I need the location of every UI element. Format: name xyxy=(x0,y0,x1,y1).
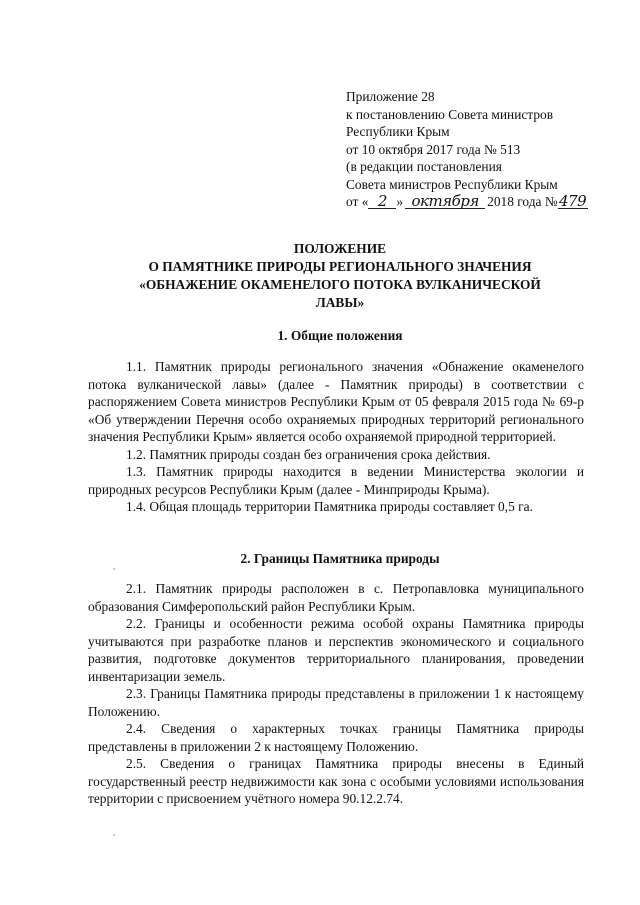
title-line-3: «ОБНАЖЕНИЕ ОКАМЕНЕЛОГО ПОТОКА ВУЛКАНИЧЕСКОЙ xyxy=(139,277,541,292)
annex-line-4: от 10 октября 2017 года № 513 xyxy=(346,141,521,157)
annex-line-5: (в редакции постановления xyxy=(346,159,502,174)
scan-speck xyxy=(113,568,115,570)
paragraph-2-1: 2.1. Памятник природы расположен в с. Петропавловка муниципального образования Симферопольский район Республики Крым. xyxy=(88,581,584,614)
section-2-heading: 2. Границы Памятника природы xyxy=(240,551,440,566)
annex-last-prefix: от « xyxy=(346,194,369,209)
annex-block xyxy=(346,88,608,211)
handwritten-number: 479 xyxy=(559,192,587,210)
paragraph-1-1: 1.1. Памятник природы регионального значения «Обнажение окаменелого потока вулканической лавы» (далее - Памятник природы) в соответствии с распоряжением Совета министров Республики Крым от 05 февраля 2015 года № 69-р «Об утверждении Перечня особо охраняемых природных территорий регионального значения Республики Крым» является особо охраняемой природной территорией. xyxy=(88,359,584,444)
annex-line-6: Совета министров Республики Крым xyxy=(346,176,558,192)
paragraph-1-4: 1.4. Общая площадь территории Памятника природы составляет 0,5 га. xyxy=(126,499,533,514)
handwritten-day: 2 xyxy=(368,194,396,209)
annex-last-line xyxy=(346,193,608,211)
document-title xyxy=(100,240,580,312)
title-line-4: ЛАВЫ» xyxy=(315,295,365,310)
annex-last-year: 2018 года № xyxy=(487,194,558,209)
handwritten-month: октября xyxy=(405,194,485,209)
annex-line-2: к постановлению Совета министров xyxy=(346,106,554,122)
title-line-1: ПОЛОЖЕНИЕ xyxy=(293,241,387,256)
section-1-heading: 1. Общие положения xyxy=(277,328,403,343)
section-1-body xyxy=(88,358,584,516)
title-line-2: О ПАМЯТНИКЕ ПРИРОДЫ РЕГИОНАЛЬНОГО ЗНАЧЕНИЯ xyxy=(148,259,532,274)
scan-speck xyxy=(113,834,115,836)
annex-last-mid: » xyxy=(396,194,404,209)
section-2-body xyxy=(88,580,584,808)
paragraph-2-3: 2.3. Границы Памятника природы представлены в приложении 1 к настоящему Положению. xyxy=(88,686,584,719)
paragraph-2-4: 2.4. Сведения о характерных точках границы Памятника природы представлены в приложении 2 к настоящему Положению. xyxy=(88,721,584,754)
paragraph-2-5: 2.5. Сведения о границах Памятника природы внесены в Единый государственный реестр недвижимости как зона с особыми условиями использования территории с присвоением учётного номера 90.12.2.74. xyxy=(88,756,584,806)
annex-line-3: Республики Крым xyxy=(346,124,450,139)
annex-line-1: Приложение 28 xyxy=(346,89,435,104)
paragraph-1-2: 1.2. Памятник природы создан без ограничения срока действия. xyxy=(126,446,491,462)
paragraph-1-3: 1.3. Памятник природы находится в ведении Министерства экологии и природных ресурсов Республики Крым (далее - Минприроды Крыма). xyxy=(88,464,584,497)
paragraph-2-2: 2.2. Границы и особенности режима особой охраны Памятника природы учитываются при разработке планов и перспектив экономического и социального развития, подготовке документов территориального планирования, проведении инвентаризации земель. xyxy=(88,616,584,684)
